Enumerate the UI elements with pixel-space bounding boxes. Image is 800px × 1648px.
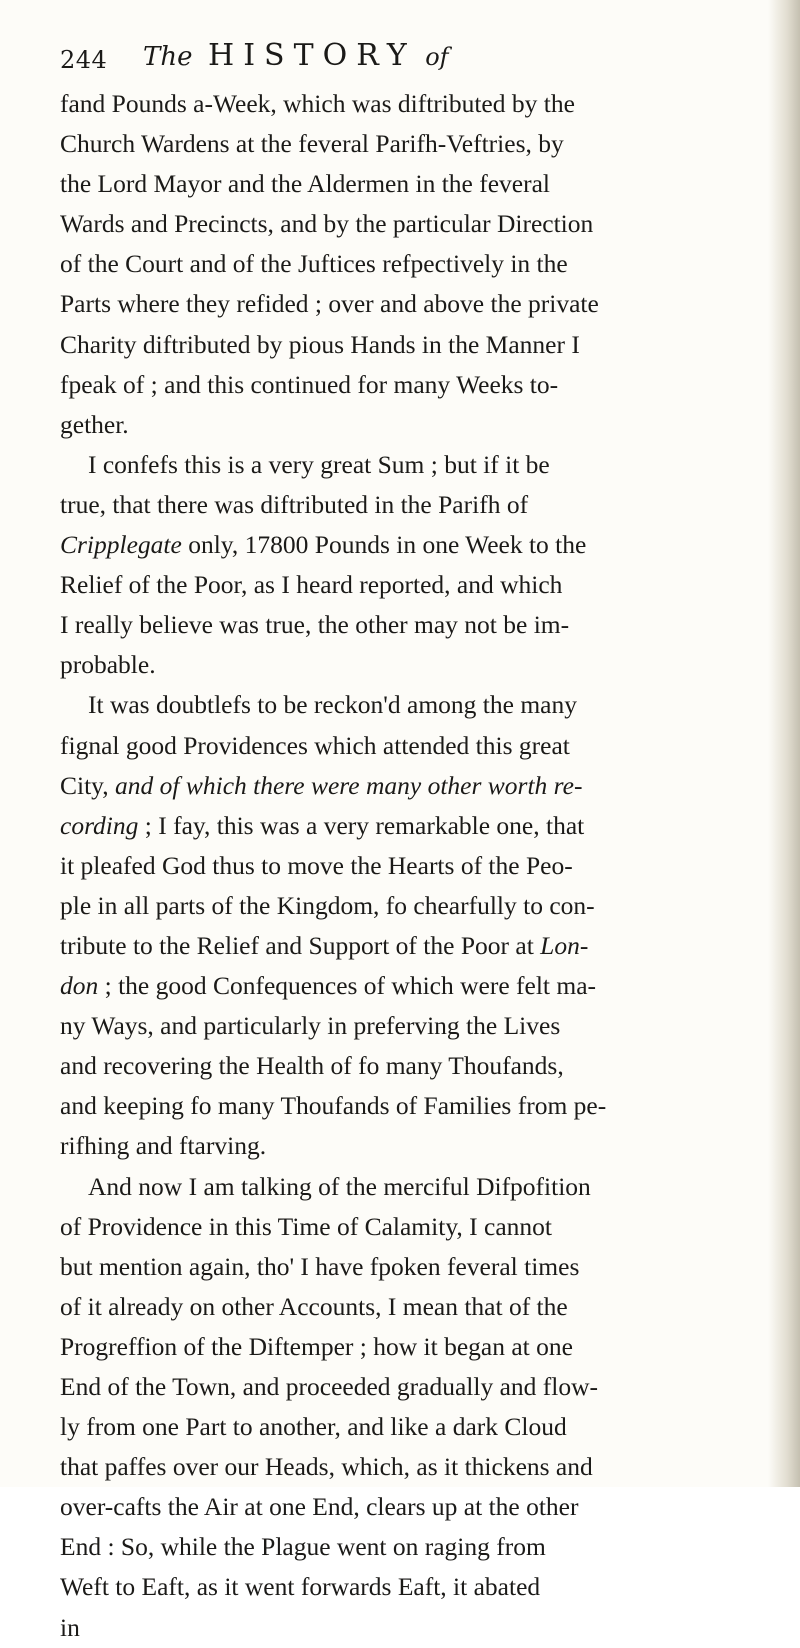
- text-line-content: [60, 1287, 568, 1327]
- page-edge-shadow: [768, 0, 800, 1487]
- text-line: [60, 1247, 755, 1287]
- text-segment: the Lord Mayor and the Aldermen in the feveral: [60, 169, 550, 199]
- text-line: [60, 886, 755, 926]
- text-line: [60, 685, 755, 725]
- text-segment: Relief of the Poor, as I heard reported, and which: [60, 570, 563, 600]
- text-segment: but mention again, tho' I have fpoken feveral times: [60, 1251, 580, 1281]
- text-segment: over-cafts the Air at one End, clears up at the other: [60, 1492, 579, 1522]
- text-line-content: [60, 204, 593, 244]
- text-segment: only, 17800 Pounds in one Week to the: [181, 530, 587, 560]
- running-head: [143, 38, 449, 73]
- text-segment: of it already on other Accounts, I mean that of the: [60, 1291, 568, 1321]
- text-segment: fpeak of ; and this continued for many Weeks to-: [60, 369, 559, 399]
- text-line-content: [60, 1447, 593, 1487]
- text-line-content: [60, 405, 129, 445]
- text-line: [60, 1327, 755, 1367]
- text-line-content: [60, 565, 562, 605]
- text-line-content: [60, 124, 564, 164]
- text-line: [60, 1487, 755, 1527]
- text-segment: I confefs this is a very great Sum ; but if it be: [88, 449, 550, 479]
- text-line: [60, 164, 755, 204]
- text-line: [60, 1207, 755, 1247]
- text-segment: and keeping fo many Thoufands of Families from pe-: [60, 1091, 607, 1121]
- text-line: [60, 1046, 755, 1086]
- text-line: [60, 1126, 755, 1166]
- text-line-content: [60, 1126, 266, 1166]
- text-segment: Wards and Precincts, and by the particular Direction: [60, 209, 594, 239]
- text-line-content: [60, 485, 528, 525]
- text-line-content: [88, 685, 577, 725]
- body-text: [60, 84, 755, 1648]
- text-line: [60, 726, 755, 766]
- text-segment: I really believe was true, the other may not be im-: [60, 610, 570, 640]
- italic-text-segment: Lon-: [540, 930, 589, 960]
- text-segment: Parts where they refided ; over and above the private: [60, 289, 599, 319]
- text-line-content: [60, 1567, 540, 1607]
- text-line: [60, 84, 755, 124]
- text-segment: ; the good Confequences of which were felt ma-: [98, 971, 597, 1001]
- text-line: [60, 244, 755, 284]
- text-segment: that paffes over our Heads, which, as it thickens and: [60, 1452, 593, 1482]
- text-line-content: [60, 605, 569, 645]
- running-head-of: of: [425, 43, 449, 71]
- italic-text-segment: cording: [60, 810, 139, 840]
- italic-text-segment: Cripplegate: [60, 530, 182, 560]
- text-line: [60, 1167, 755, 1207]
- text-line: [60, 1527, 755, 1567]
- page-number: 244: [60, 46, 108, 74]
- text-line-content: [60, 525, 586, 565]
- text-line-content: [60, 1247, 579, 1287]
- text-line: [60, 1287, 755, 1327]
- text-line-content: [60, 84, 575, 124]
- text-line-content: [60, 284, 599, 324]
- text-line: [60, 645, 755, 685]
- text-line: [60, 926, 755, 966]
- text-segment: true, that there was diftributed in the Parifh of: [60, 489, 529, 519]
- italic-text-segment: don: [60, 971, 99, 1001]
- page-header: [60, 38, 760, 84]
- text-segment: and recovering the Health of fo many Thoufands,: [60, 1051, 564, 1081]
- text-segment: ny Ways, and particularly in preferving the Lives: [60, 1011, 561, 1041]
- text-segment: ly from one Part to another, and like a dark Cloud: [60, 1412, 567, 1442]
- text-line-content: [60, 1086, 606, 1126]
- text-line-content: [60, 1327, 573, 1367]
- text-line: [60, 846, 755, 886]
- text-line: [60, 1086, 755, 1126]
- text-line: [60, 1447, 755, 1487]
- text-line: [60, 325, 755, 365]
- text-line-content: [60, 1207, 552, 1247]
- text-line: [60, 124, 755, 164]
- text-segment: gether.: [60, 409, 129, 439]
- text-line-content: [60, 1527, 546, 1567]
- italic-text-segment: and of which there were many other worth re-: [115, 770, 583, 800]
- text-segment: rifhing and ftarving.: [60, 1131, 267, 1161]
- text-segment: It was doubtlefs to be reckon'd among the many: [88, 690, 577, 720]
- text-line-content: [60, 1006, 560, 1046]
- text-line: [60, 445, 755, 485]
- text-segment: tribute to the Relief and Support of the Poor at: [60, 930, 541, 960]
- running-head-the: The: [143, 42, 193, 72]
- text-line-content: [60, 365, 558, 405]
- running-head-history: HISTORY: [208, 38, 416, 73]
- text-line-content: [60, 325, 580, 365]
- text-line: [60, 966, 755, 1006]
- text-line: [60, 405, 755, 445]
- text-segment: ; I fay, this was a very remarkable one, that: [138, 810, 585, 840]
- text-segment: probable.: [60, 650, 156, 680]
- text-line-content: [60, 766, 582, 806]
- text-segment: of the Court and of the Juftices refpectively in the: [60, 249, 568, 279]
- text-line: [60, 204, 755, 244]
- text-line: [60, 525, 755, 565]
- text-segment: End : So, while the Plague went on raging from: [60, 1532, 546, 1562]
- text-line-content: [88, 445, 550, 485]
- text-line: [60, 1407, 755, 1447]
- text-line-content: [60, 1608, 80, 1648]
- text-segment: it pleafed God thus to move the Hearts of the Peo-: [60, 850, 573, 880]
- text-line: [60, 766, 755, 806]
- text-segment: Charity diftributed by pious Hands in the Manner I: [60, 329, 580, 359]
- text-line-content: [60, 726, 570, 766]
- text-line: [60, 565, 755, 605]
- text-segment: in: [60, 1612, 80, 1642]
- text-line: [60, 605, 755, 645]
- text-segment: City,: [60, 770, 116, 800]
- text-line: [60, 365, 755, 405]
- text-line-content: [60, 926, 588, 966]
- text-line-content: [60, 1407, 567, 1447]
- text-segment: fand Pounds a-Week, which was diftributed by the: [60, 89, 575, 118]
- text-line-content: [60, 1367, 598, 1407]
- text-line-content: [88, 1167, 591, 1207]
- text-segment: Church Wardens at the feveral Parifh-Veftries, by: [60, 129, 564, 159]
- text-line-content: [60, 645, 156, 685]
- text-segment: Progreffion of the Diftemper ; how it began at one: [60, 1331, 573, 1361]
- text-line: [60, 284, 755, 324]
- text-line: [60, 806, 755, 846]
- text-segment: End of the Town, and proceeded gradually and flow-: [60, 1372, 599, 1401]
- text-line-content: [60, 1046, 564, 1086]
- text-line-content: [60, 806, 584, 846]
- text-line-content: [60, 244, 568, 284]
- text-line-content: [60, 164, 550, 204]
- text-line: [60, 1567, 755, 1607]
- text-line: [60, 1608, 755, 1648]
- text-line-content: [60, 966, 596, 1006]
- text-line: [60, 1367, 755, 1407]
- text-line-content: [60, 846, 573, 886]
- text-line-content: [60, 1487, 579, 1527]
- text-segment: Weft to Eaft, as it went forwards Eaft, it abated: [60, 1572, 541, 1602]
- text-line-content: [60, 886, 595, 926]
- text-segment: of Providence in this Time of Calamity, I cannot: [60, 1211, 552, 1241]
- text-line: [60, 485, 755, 525]
- text-segment: ple in all parts of the Kingdom, fo chearfully to con-: [60, 890, 595, 920]
- text-segment: And now I am talking of the merciful Difpofition: [88, 1171, 591, 1201]
- text-segment: fignal good Providences which attended this great: [60, 730, 570, 760]
- text-line: [60, 1006, 755, 1046]
